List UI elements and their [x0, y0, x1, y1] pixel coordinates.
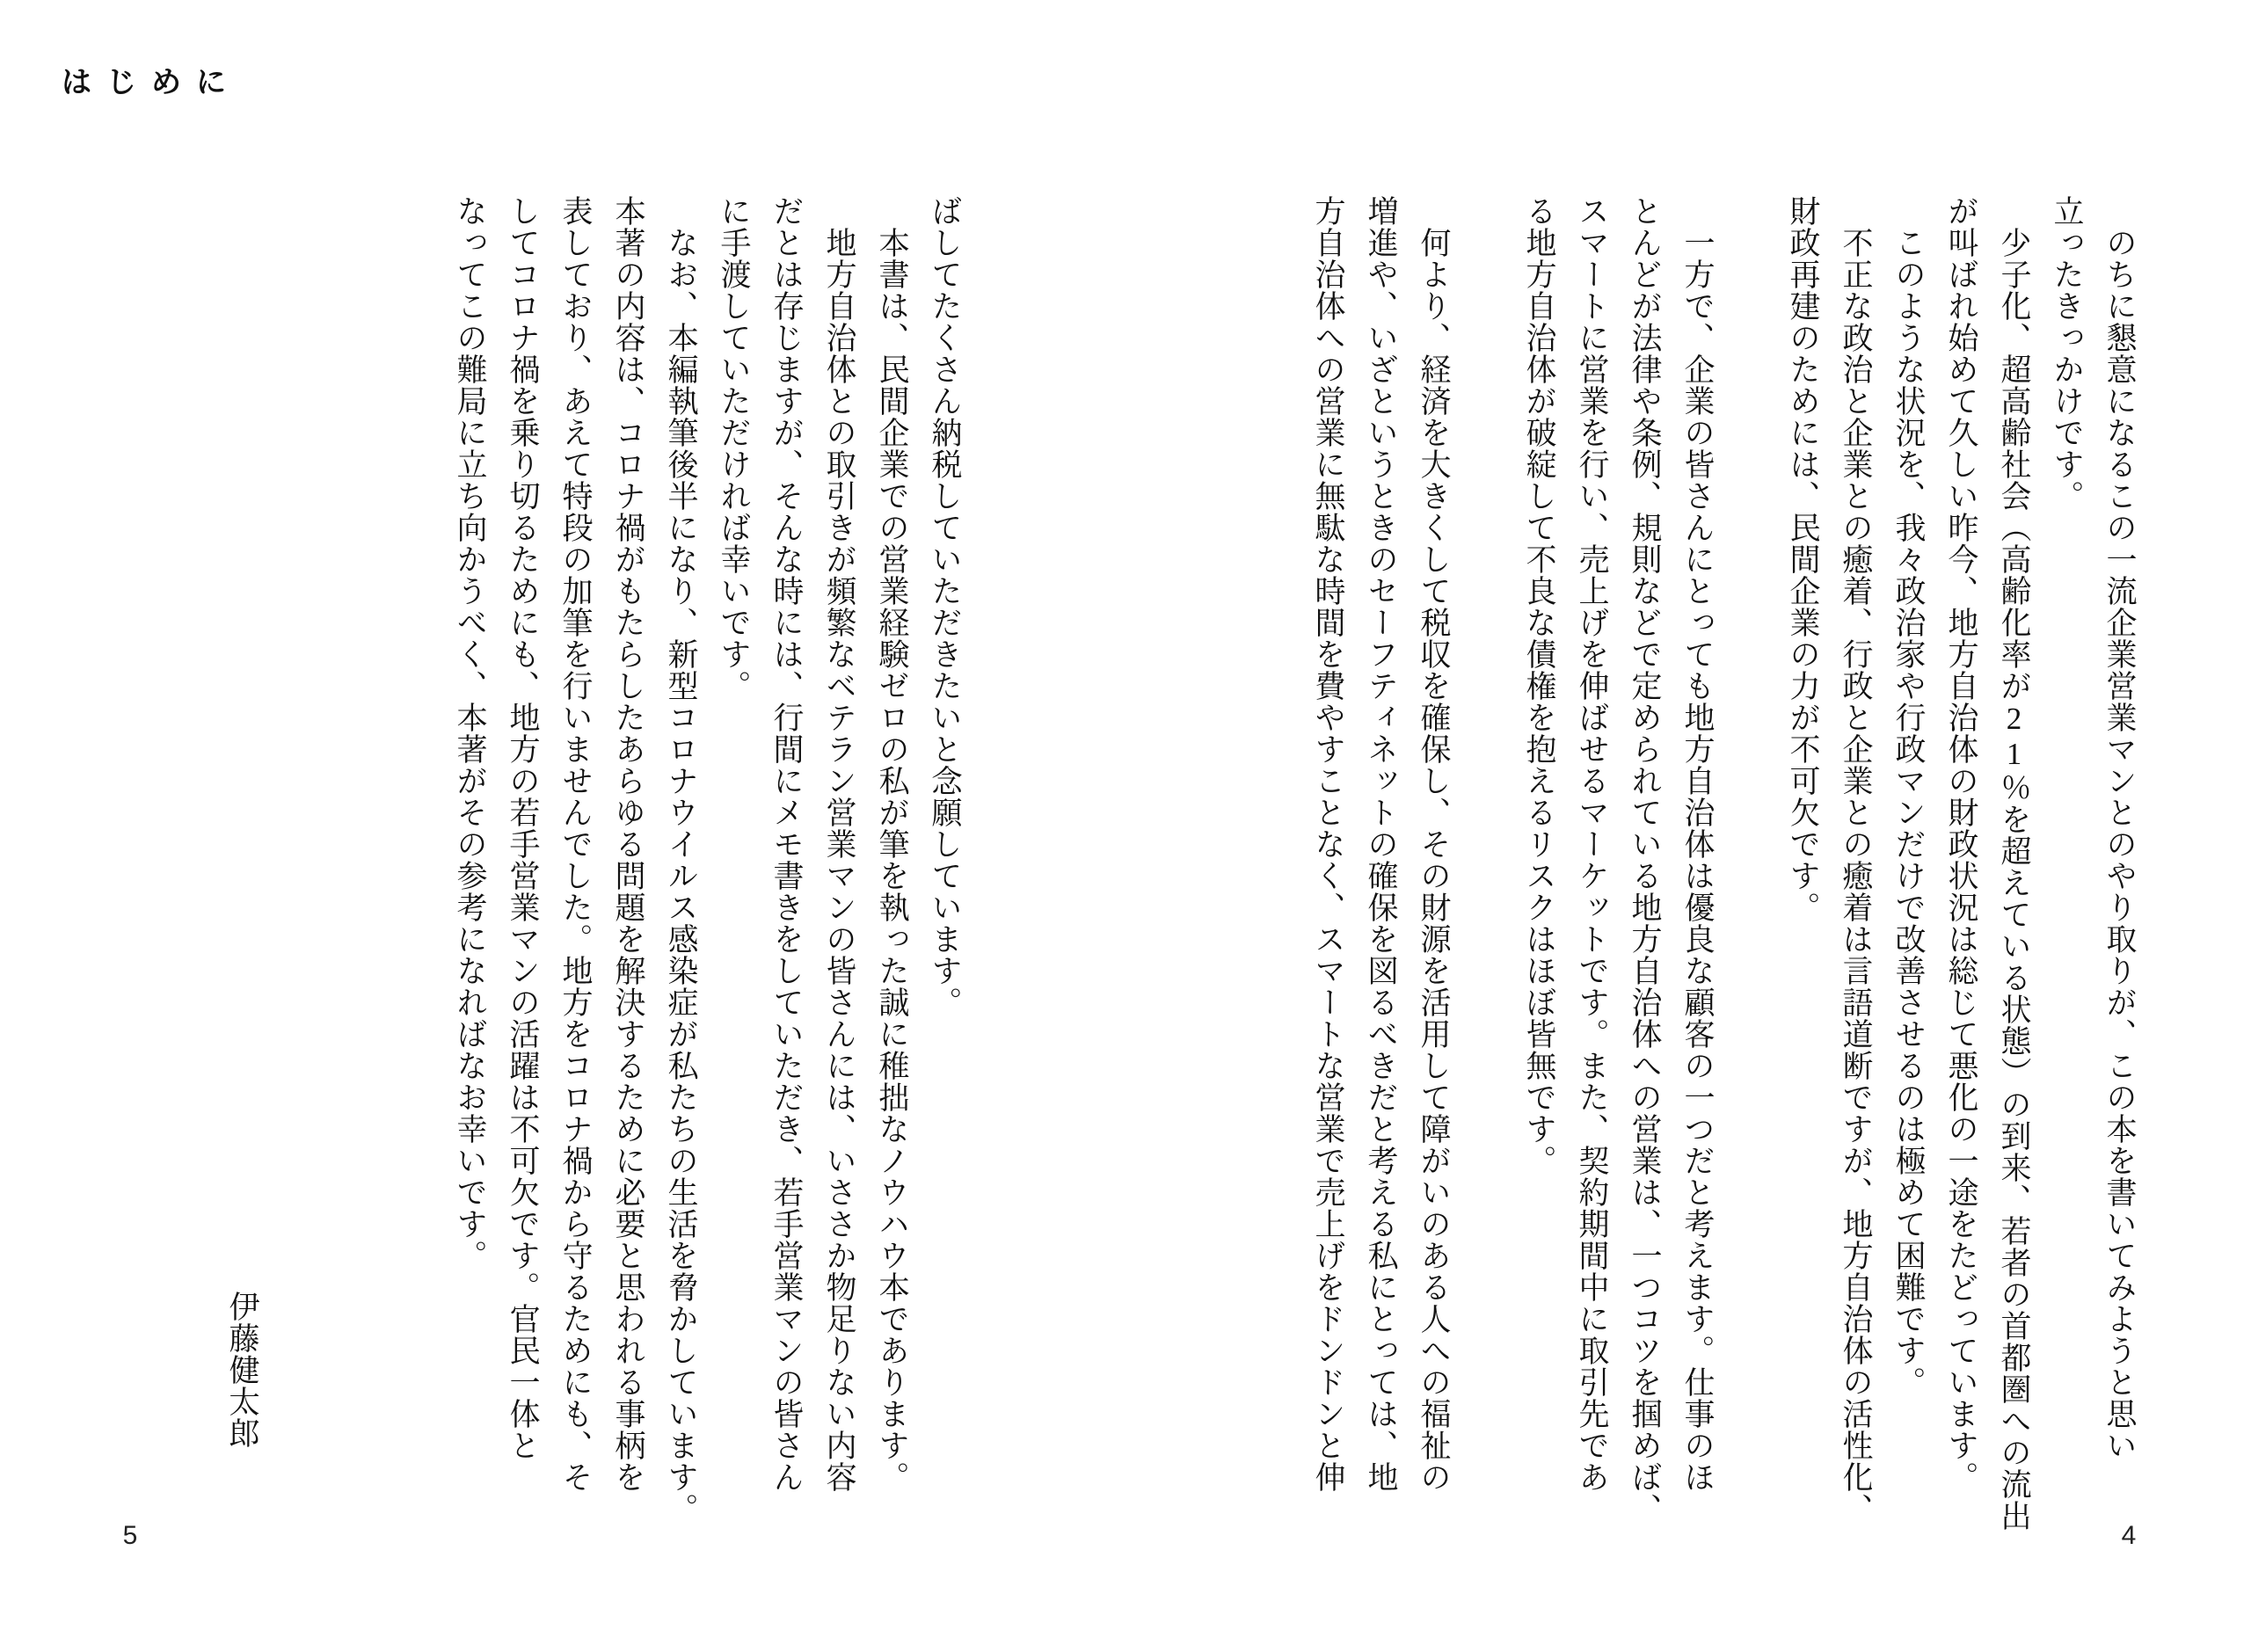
text-column: が叫ばれ始めて久しい昨今、地方自治体の財政状況は総じて悪化の一途をたどっています。	[1944, 195, 1978, 1493]
text-column: 地方自治体との取引きが頻繁なベテラン営業マンの皆さんには、いささか物足りない内容	[822, 195, 856, 1493]
text-column: 本著の内容は、コロナ禍がもたらしたあらゆる問題を解決するために必要と思われる事柄を	[611, 195, 645, 1493]
text-column: なお、本編執筆後半になり、新型コロナウイルス感染症が私たちの生活を脅かしています。	[664, 195, 698, 1525]
text-column	[1460, 195, 1512, 1492]
text-column: ばしてたくさん納税していただきたいと念願しています。	[928, 195, 962, 1018]
text-column: 不正な政治と企業との癒着、行政と企業との癒着は言語道断ですが、地方自治体の活性化、	[1839, 195, 1873, 1525]
text-column: 少子化、超高齢社会（高齢化率が21％を超えている状態）の到来、若者の首都圏への流出	[1997, 195, 2031, 1532]
page-right-text	[1301, 195, 2145, 1532]
page-number-right: 4	[2121, 1521, 2137, 1550]
text-column: 方自治体への営業に無駄な時間を費やすことなく、スマートな営業で売上げをドンドンと伸	[1311, 195, 1345, 1493]
page-number-left: 5	[122, 1521, 138, 1550]
text-column: なってこの難局に立ち向かうべく、本著がその参考になればなお幸いです。	[453, 195, 487, 1271]
text-column: 一方で、企業の皆さんにとっても地方自治体は優良な顧客の一つだと考えます。仕事のほ	[1680, 195, 1715, 1493]
text-column: スマートに営業を行い、売上げを伸ばせるマーケットです。また、契約期間中に取引先であ	[1575, 195, 1609, 1493]
text-column: とんどが法律や条例、規則などで定められている地方自治体への営業は、一つコツを掴めば、	[1628, 195, 1662, 1525]
author-name: 伊藤健太郎	[225, 1291, 259, 1449]
text-column: る地方自治体が破綻して不良な債権を抱えるリスクはほぼ皆無です。	[1522, 195, 1556, 1176]
text-column: 何より、経済を大きくして税収を確保し、その財源を活用して障がいのある人への福祉の	[1417, 195, 1451, 1493]
text-column: してコロナ禍を乗り切るためにも、地方の若手営業マンの活躍は不可欠です。官民一体と	[506, 195, 540, 1461]
page-left-text	[443, 195, 971, 1525]
chapter-header: はじめに	[62, 67, 241, 99]
text-column: 増進や、いざというときのセーフティネットの確保を図るべきだと考える私にとっては、地	[1364, 195, 1398, 1493]
text-column: 本書は、民間企業での営業経験ゼロの私が筆を執った誠に稚拙なノウハウ本であります。	[875, 195, 909, 1493]
text-column: このような状況を、我々政治家や行政マンだけで改善させるのは極めて困難です。	[1891, 195, 1926, 1398]
text-column: 財政再建のためには、民間企業の力が不可欠です。	[1786, 195, 1820, 923]
text-column: のちに懇意になるこの一流企業営業マンとのやり取りが、この本を書いてみようと思い	[2102, 195, 2137, 1461]
text-column: だとは存じますが、そんな時には、行間にメモ書きをしていただき、若手営業マンの皆さん	[769, 195, 804, 1493]
text-column: 立ったきっかけです。	[2050, 195, 2084, 512]
text-column	[1723, 195, 1776, 1492]
text-column: 表しており、あえて特段の加筆を行いませんでした。地方をコロナ禍から守るためにも、そ	[558, 195, 593, 1493]
text-column: に手渡していただければ幸いです。	[717, 195, 751, 702]
